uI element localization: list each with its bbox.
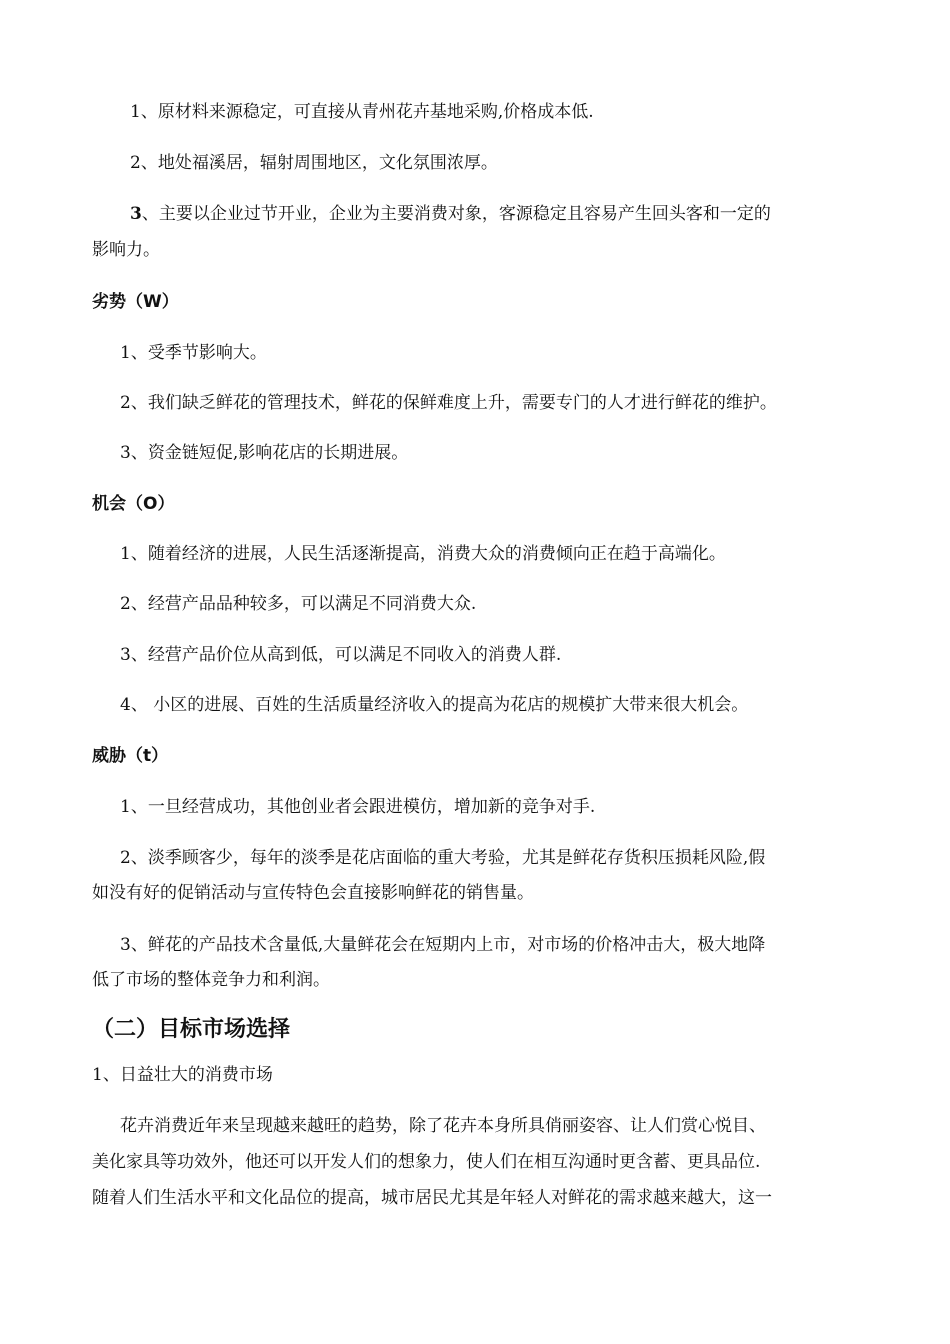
opportunity-item-4: 4、 小区的进展、百姓的生活质量经济收入的提高为花店的规模扩大带来很大机会。 bbox=[120, 695, 749, 715]
paragraph-line-1: 花卉消费近年来呈现越来越旺的趋势，除了花卉本身所具俏丽姿容、让人们赏心悦目、 bbox=[120, 1116, 766, 1136]
opportunity-heading: 机会（O） bbox=[92, 494, 175, 514]
weakness-item-3: 3、资金链短促,影响花店的长期进展。 bbox=[120, 443, 409, 463]
strength-item-3 bbox=[130, 202, 771, 226]
weakness-item-1: 1、受季节影响大。 bbox=[120, 343, 267, 363]
strength-item-1: 1、原材料来源稳定，可直接从青州花卉基地采购,价格成本低. bbox=[130, 102, 594, 122]
weakness-item-2: 2、我们缺乏鲜花的管理技术，鲜花的保鲜难度上升，需要专门的人才进行鲜花的维护。 bbox=[120, 393, 777, 413]
threat-item-3-cont: 低了市场的整体竞争力和利润。 bbox=[92, 970, 330, 990]
paragraph-line-2: 美化家具等功效外，他还可以开发人们的想象力，使人们在相互沟通时更含蓄、更具品位. bbox=[92, 1152, 761, 1172]
opportunity-item-3: 3、经营产品价位从高到低，可以满足不同收入的消费人群. bbox=[120, 645, 562, 665]
threat-item-3: 3、鲜花的产品技术含量低,大量鲜花会在短期内上市，对市场的价格冲击大，极大地降 bbox=[120, 935, 766, 955]
opportunity-item-1: 1、随着经济的进展，人民生活逐渐提高，消费大众的消费倾向正在趋于高端化。 bbox=[120, 544, 726, 564]
strength-item-3-cont: 影响力。 bbox=[92, 240, 160, 260]
threat-item-2-cont: 如没有好的促销活动与宣传特色会直接影响鲜花的销售量。 bbox=[92, 883, 534, 903]
strength-item-3-number: 3 bbox=[130, 204, 142, 224]
strength-item-3-text: 、主要以企业过节开业，企业为主要消费对象，客源稳定且容易产生回头客和一定的 bbox=[141, 204, 771, 224]
section-heading-target-market: （二）目标市场选择 bbox=[92, 1017, 291, 1042]
weakness-heading: 劣势（W） bbox=[92, 292, 179, 312]
strength-item-2: 2、地处福溪居，辐射周围地区，文化氛围浓厚。 bbox=[130, 153, 498, 173]
paragraph-line-3: 随着人们生活水平和文化品位的提高，城市居民尤其是年轻人对鲜花的需求越来越大，这一 bbox=[92, 1188, 772, 1208]
threat-item-1: 1、一旦经营成功，其他创业者会跟进模仿，增加新的竞争对手. bbox=[120, 797, 596, 817]
threat-heading: 威胁（t） bbox=[92, 746, 169, 766]
threat-item-2: 2、淡季顾客少，每年的淡季是花店面临的重大考验，尤其是鲜花存货积压损耗风险,假 bbox=[120, 848, 766, 868]
opportunity-item-2: 2、经营产品品种较多，可以满足不同消费大众. bbox=[120, 594, 477, 614]
subheading-consumer-market: 1、日益壮大的消费市场 bbox=[92, 1065, 273, 1085]
